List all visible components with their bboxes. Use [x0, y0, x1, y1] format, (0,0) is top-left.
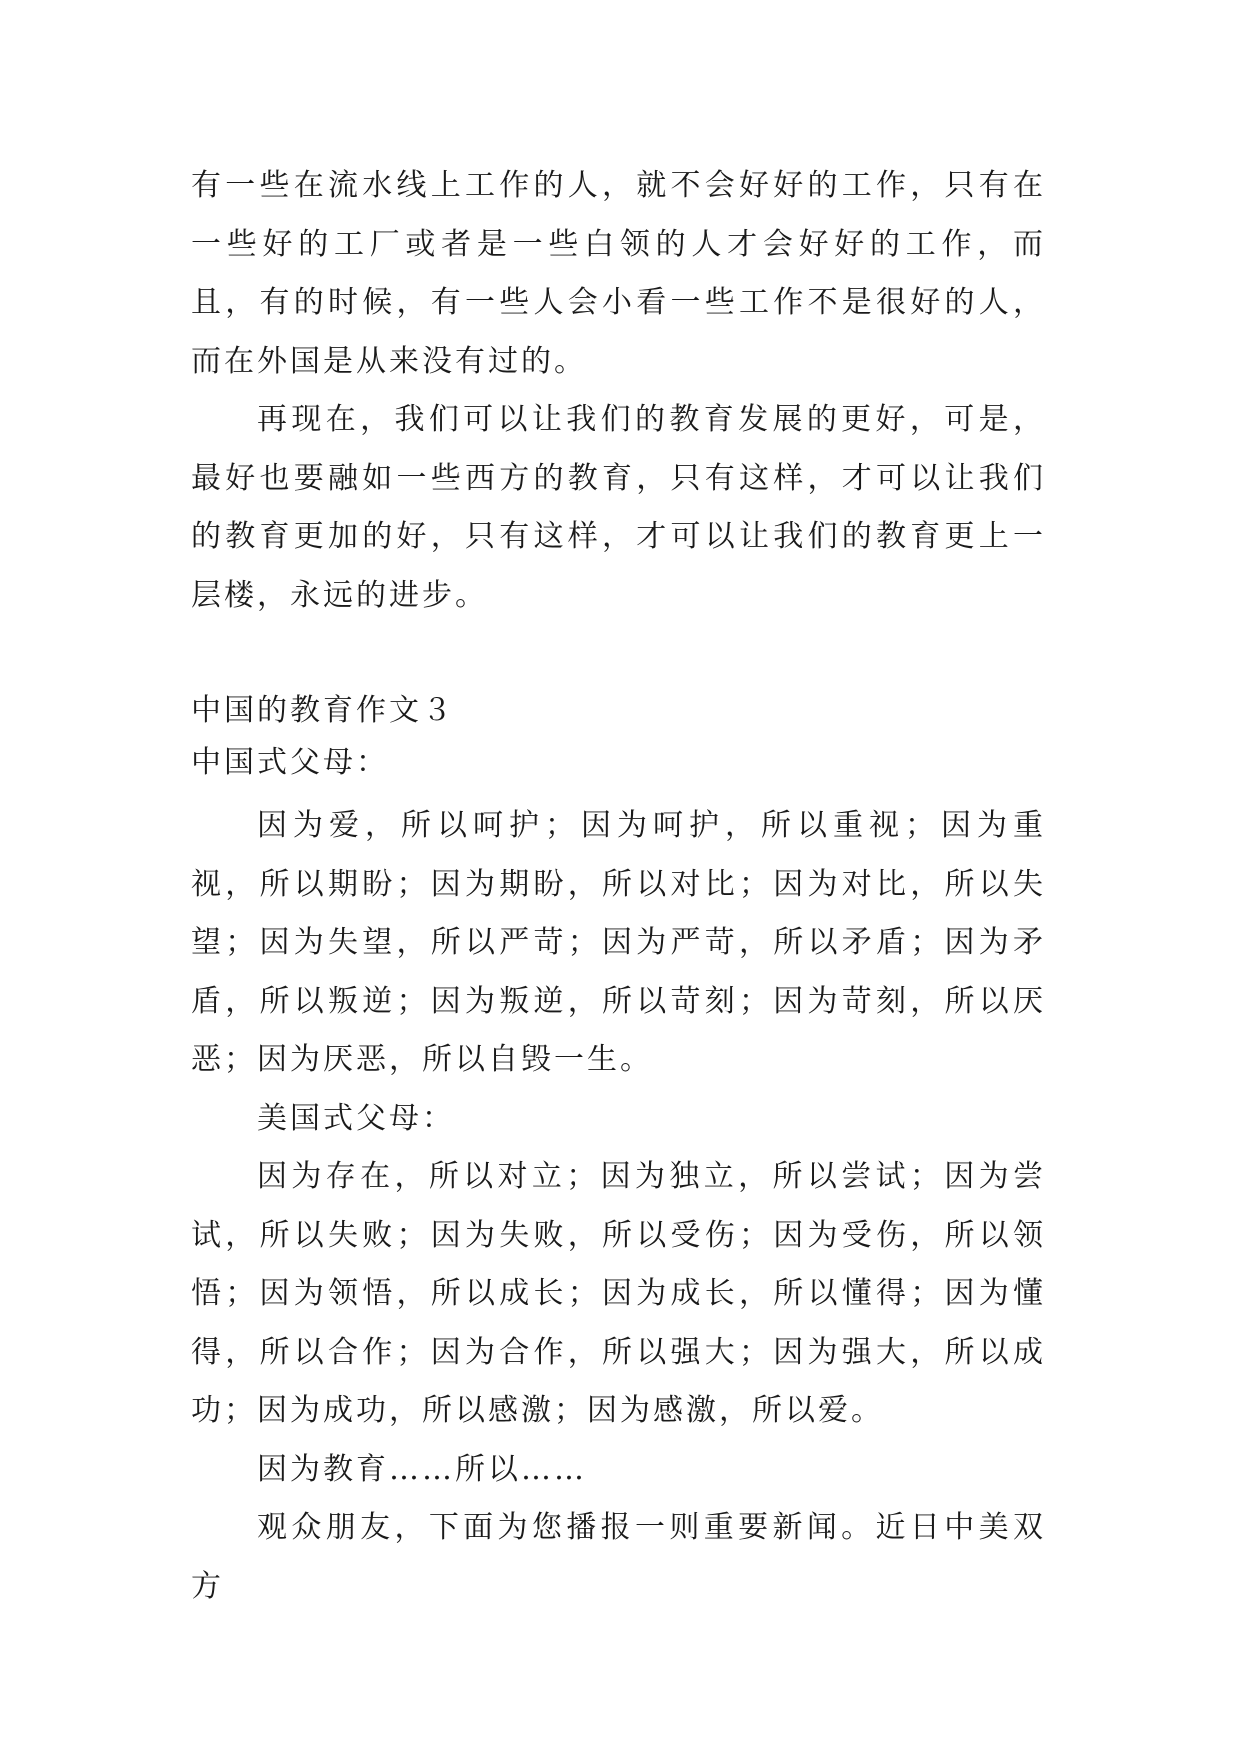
- essay-body-upper: [191, 157, 1046, 625]
- paragraph: 因为教育……所以……: [257, 1451, 587, 1487]
- paragraph: 因为爱，所以呵护；因为呵护，所以重视；因为重视，所以期盼；因为期盼，所以对比；因为对比，所以失望；因为失望，所以严苛；因为严苛，所以矛盾；因为矛盾，所以叛逆；因为叛逆，所以苛刻；因为苛刻，所以厌恶；因为厌恶，所以自毁一生。: [191, 808, 1046, 1077]
- paragraph: 有一些在流水线上工作的人，就不会好好的工作，只有在一些好的工厂或者是一些白领的人才会好好的工作，而且，有的时候，有一些人会小看一些工作不是很好的人，而在外国是从来没有过的。: [191, 168, 1046, 379]
- paragraph: 观众朋友，下面为您播报一则重要新闻。近日中美双方: [191, 1510, 1046, 1604]
- paragraph: 因为存在，所以对立；因为独立，所以尝试；因为尝试，所以失败；因为失败，所以受伤；因为受伤，所以领悟；因为领悟，所以成长；因为成长，所以懂得；因为懂得，所以合作；因为合作，所以强大；因为强大，所以成功；因为成功，所以感激；因为感激，所以爱。: [191, 1159, 1046, 1428]
- chinese-parents-heading: 中国式父母：: [191, 745, 389, 780]
- essay-body-lower: [191, 797, 1046, 1616]
- paragraph: 再现在，我们可以让我们的教育发展的更好，可是，最好也要融如一些西方的教育，只有这样，才可以让我们的教育更加的好，只有这样，才可以让我们的教育更上一层楼，永远的进步。: [191, 402, 1046, 613]
- american-parents-heading: 美国式父母：: [257, 1100, 455, 1136]
- essay-title: 中国的教育作文３: [191, 693, 455, 728]
